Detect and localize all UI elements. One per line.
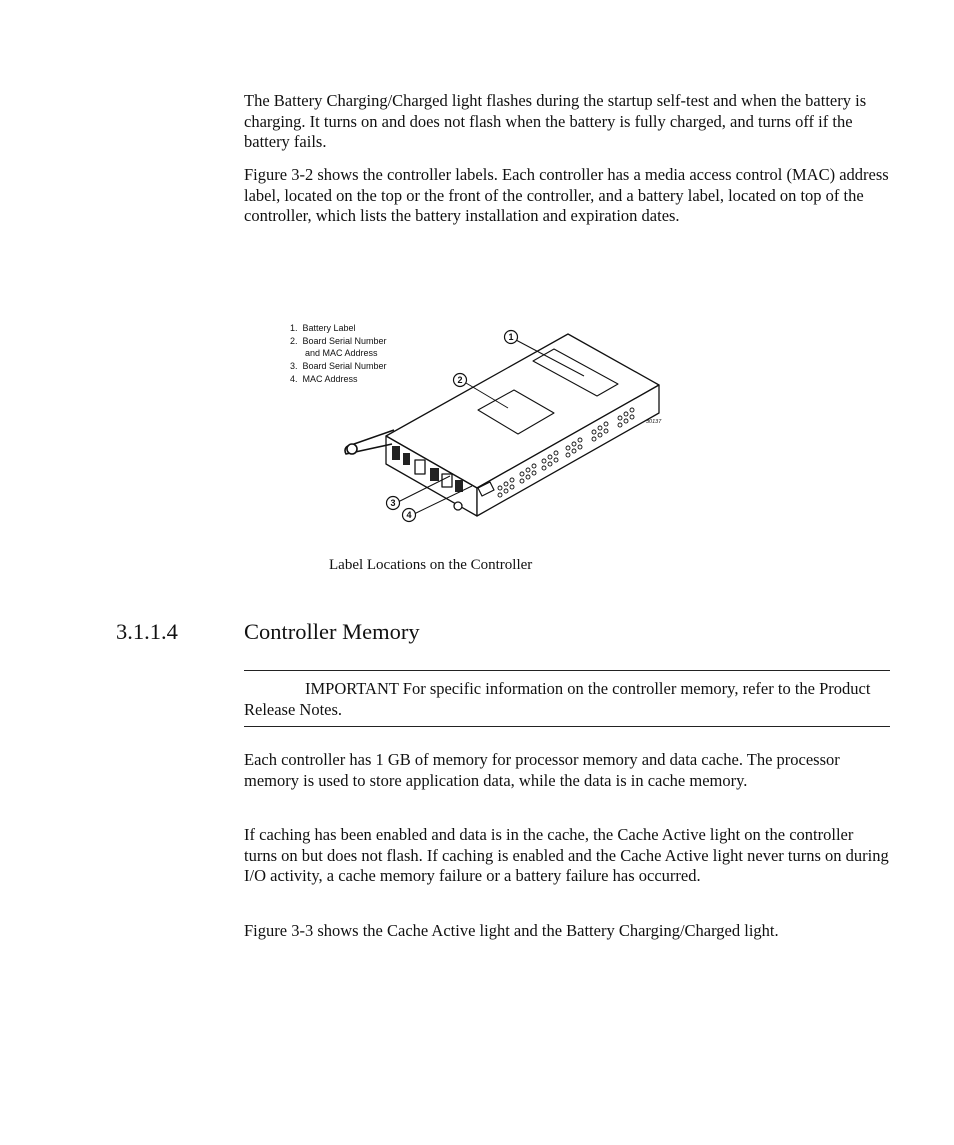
important-note-text: IMPORTANT For specific information on the controller memory, refer to the Product Release Notes. (244, 679, 871, 719)
memory-paragraph: Each controller has 1 GB of memory for processor memory and data cache. The processor memory is used to store application data, while the data is in cache memory. (244, 750, 840, 790)
legend-item-mac-address: 4. MAC Address (290, 374, 358, 384)
legend-item-mac-cont: and MAC Address (290, 348, 378, 358)
section-number: 3.1.1.4 (116, 619, 178, 644)
intro-paragraph-controller-labels: Figure 3-2 shows the controller labels. Each controller has a media access control (MAC) address label, located on the top or the front of the controller, and a battery label, located on top of the controller, which lists the battery installation and expiration dates. (244, 165, 889, 225)
callout-2: 2 (457, 375, 463, 385)
figure-part-tag: 30137 (646, 419, 662, 425)
figure-caption: Label Locations on the Controller (329, 557, 533, 573)
cache-paragraph: If caching has been enabled and data is in the cache, the Cache Active light on the controller turns on but does not flash. If caching is enabled and the Cache Active light never turns on during I/O activity, a cache memory failure or a battery failure has occurred. (244, 825, 889, 885)
legend-item-battery-label: 1. Battery Label (290, 323, 356, 333)
controller-drawing (345, 334, 659, 516)
legend-item-board-serial-2: 3. Board Serial Number (290, 361, 387, 371)
intro-paragraph-battery-light: The Battery Charging/Charged light flashes during the startup self-test and when the battery is charging. It turns on and does not flash when the battery is fully charged, and turns off if the battery fails. (244, 91, 867, 151)
controller-label-figure (282, 318, 682, 530)
important-note (244, 670, 890, 727)
section-title: Controller Memory (244, 619, 420, 644)
callout-1: 1 (508, 332, 514, 342)
callout-3: 3 (390, 498, 396, 508)
figure-reference-paragraph: Figure 3-3 shows the Cache Active light and the Battery Charging/Charged light. (244, 921, 779, 940)
callout-4: 4 (406, 510, 412, 520)
legend-item-board-serial: 2. Board Serial Number (290, 336, 387, 346)
